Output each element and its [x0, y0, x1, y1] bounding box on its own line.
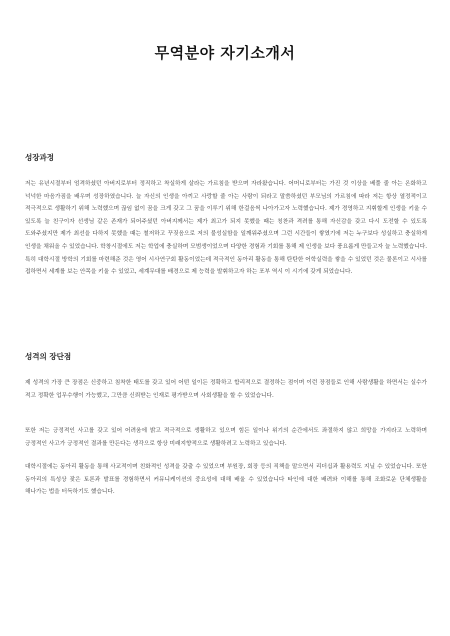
section-heading-growth: 성장과정 [25, 153, 54, 162]
growth-paragraph: 저는 유년시절부터 엄격하셨던 아버지로부터 정직하고 착실하게 살라는 가르침을 받으며 자라왔습니다. 어머니로부터는 가진 것 이상을 베풀 줄 아는 온화하고 넉넉한 마음가짐을 배우며 성장하였습니다. 늘 자신의 인생을 아끼고 사랑할 줄 아는 사람이 되라고 말씀하셨던 부모님의 가르침에 따라 저는 항상 열정적이고 적극적으로 생활하기 위해 노력했으며 끊임 없이 꿈을 크게 갖고 그 꿈을 이루기 위해 한걸음씩 나아가고자 노력했습니다. 제가 경영하고 지휘할게 인생을 키울 수 있도록 늘 친구이자 선생님 같은 존재가 되어주셨던 아버지께서는 제가 최고가 되지 못했을 때는 칭찬과 격려를 통해 자신감을 갖고 다시 도전할 수 있도록 도와주셨지만 제가 최선을 다하지 못했을 때는 철저하고 꾸짖음으로 저의 불성실함을 일깨워주셨으며 그런 시간들이 쌓였기에 저는 누구보다 성실하고 충실하게 인생을 채워올 수 있었습니다. 학창시절에도 저는 학업에 충실하며 모범생이었으며 다양한 경험과 기회를 통해 제 인생을 보다 풍요롭게 만들고자 늘 노력했습니다. 특히 대학시절 방학의 기회를 마련해준 것은 영어 시사연구회 활동이었는데 적극적인 동아리 활동을 통해 탄탄한 어학실력을 쌓을 수 있었던 것은 물론이고 시사를 접하면서 세계를 보는 안목을 키울 수 있었고, 세계무대를 배경으로 제 능력을 발휘하고자 하는 포부 역시 이 시기에 갖게 되었습니다. [25, 181, 427, 276]
document-title: 무역분야 자기소개서 [154, 44, 296, 62]
personality-paragraph-club-activities: 대학시절에는 동아리 활동을 통해 사교적이며 친화적인 성격을 갖출 수 있었으며 부원장, 회장 등의 직책을 맡으면서 리더십과 활용력도 지닐 수 있었습니다. 또한 동아리의 특성상 잦은 토론과 발표를 경험하면서 커뮤니케이션의 중요성에 대해 배울 수 있었습니다 타인에 대한 배려와 이해를 통해 조화로운 단체생활을 해나가는 법을 터득하기도 했습니다. [25, 464, 427, 496]
personality-paragraph-positive-thinking: 또한 저는 긍정적인 사고를 갖고 있어 어려움에 밝고 적극적으로 생활하고 있으며 힘든 일이나 위기의 순간에서도 좌절하지 않고 희망을 가지라고 노력하며 긍정적인 사고가 긍정적인 결과를 만든다는 생각으로 항상 미래지향적으로 생활하려고 노력하고 있습니다. [25, 428, 427, 447]
personality-paragraph-strengths: 제 성격의 가장 큰 장점은 신중하고 침착한 태도를 갖고 있어 어떤 일이든 정확하고 합리적으로 결정하는 점이며 이런 장점들로 인해 사람생활을 하면서는 실수가 적고 정확한 업무수행이 가능했고, 그만큼 신뢰받는 인재로 평가받으며 사회생활을 할 수 있었습니다. [25, 380, 427, 399]
section-heading-personality: 성격의 장단점 [25, 352, 72, 361]
